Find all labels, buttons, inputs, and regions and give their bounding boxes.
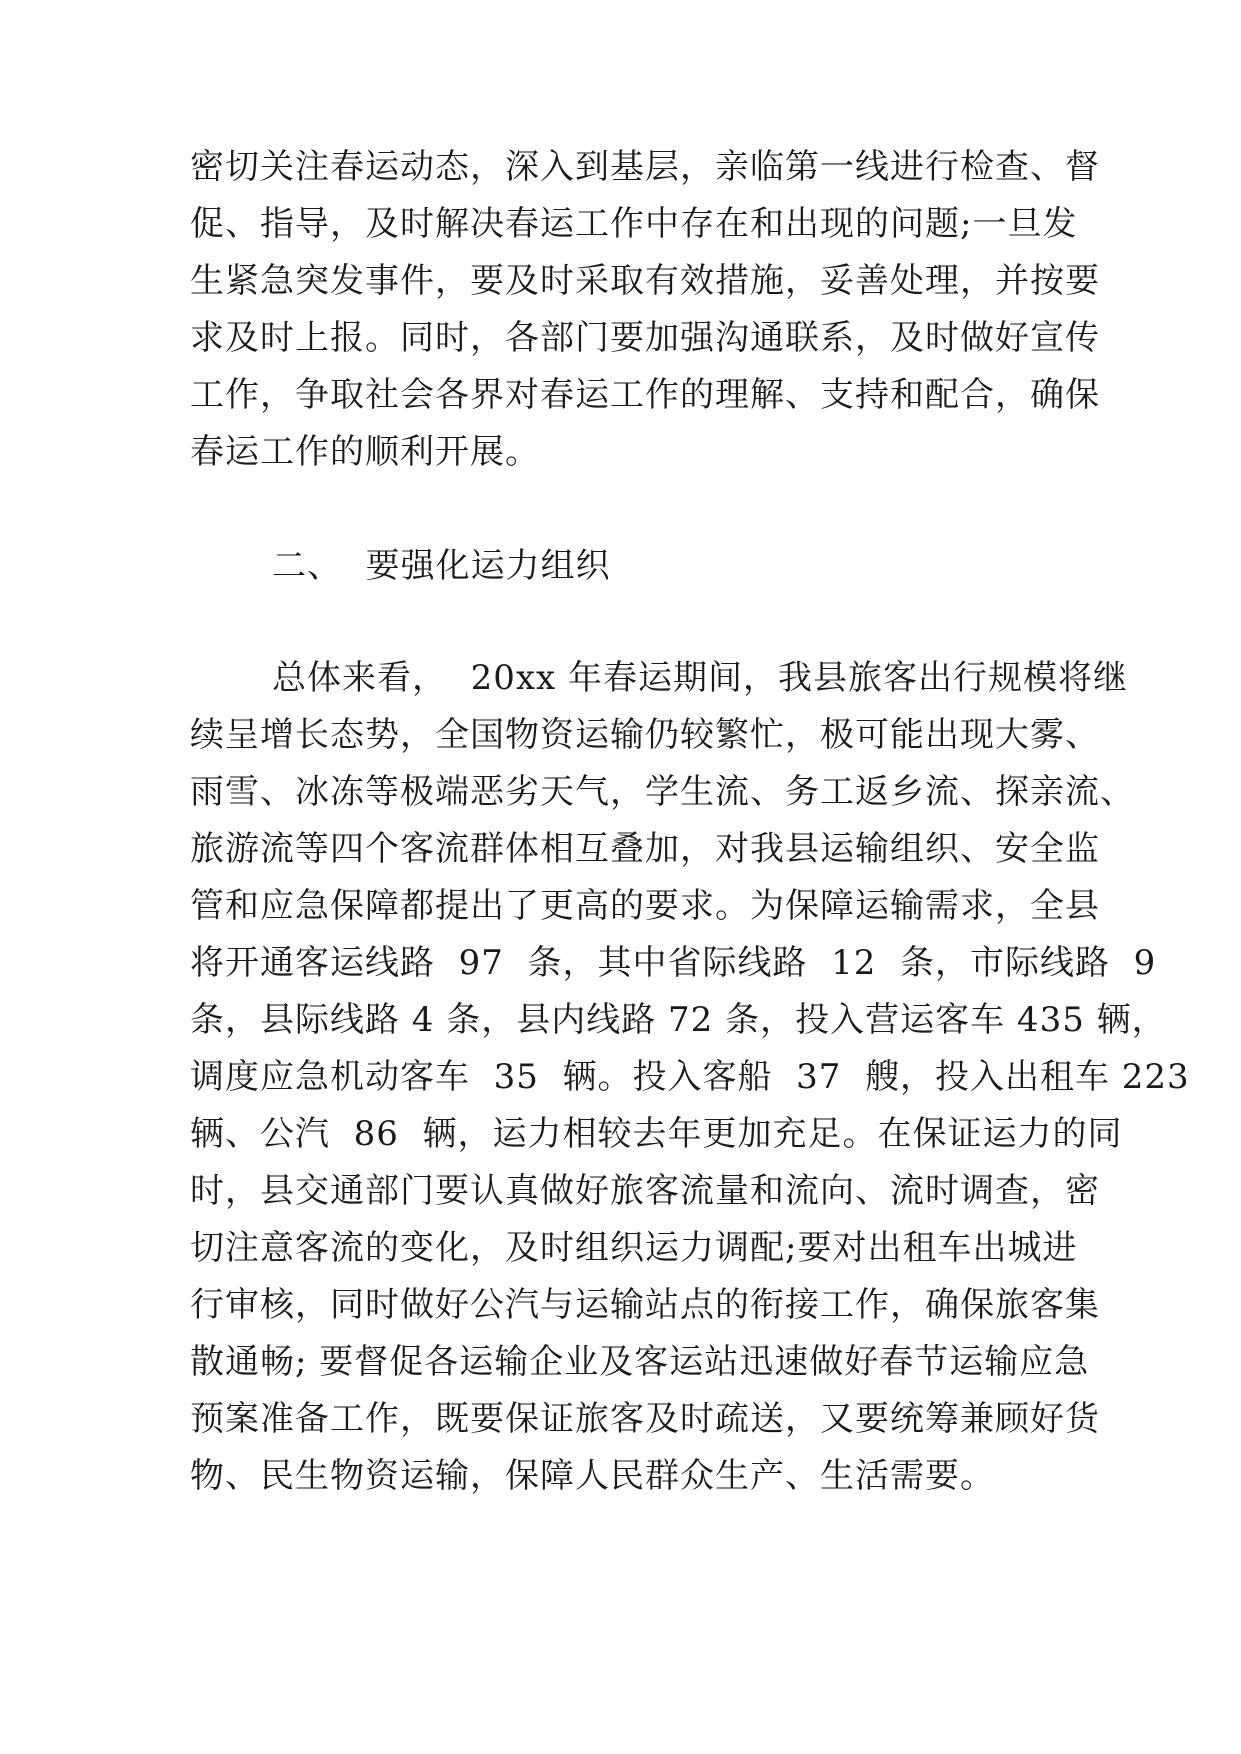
paragraph-2-line: 条，县际线路 4 条，县内线路 72 条，投入营运客车 435 辆， xyxy=(190,1000,1167,1040)
paragraph-1-line: 促、指导，及时解决春运工作中存在和出现的问题;一旦发 xyxy=(190,204,1078,244)
paragraph-2-line: 散通畅; 要督促各运输企业及客运站迅速做好春节运输应急 xyxy=(190,1342,1090,1382)
paragraph-2-line: 切注意客流的变化，及时组织运力调配;要对出租车出城进 xyxy=(190,1228,1078,1268)
paragraph-2-line: 辆、公汽 86 辆，运力相较去年更加充足。在保证运力的同 xyxy=(190,1114,1123,1154)
section-heading: 二、 要强化运力组织 xyxy=(272,546,611,586)
paragraph-2-line: 管和应急保障都提出了更高的要求。为保障运输需求，全县 xyxy=(190,886,1100,926)
paragraph-2-line: 旅游流等四个客流群体相互叠加，对我县运输组织、安全监 xyxy=(190,829,1100,869)
paragraph-2-line: 续呈增长态势，全国物资运输仍较繁忙，极可能出现大雾、 xyxy=(190,715,1100,755)
paragraph-1-line: 求及时上报。同时，各部门要加强沟通联系，及时做好宣传 xyxy=(190,318,1100,358)
paragraph-2-line: 将开通客运线路 97 条，其中省际线路 12 条，市际线路 9 xyxy=(190,943,1157,983)
paragraph-2-line: 雨雪、冰冻等极端恶劣天气，学生流、务工返乡流、探亲流、 xyxy=(190,772,1135,812)
paragraph-2-line: 总体来看， 20xx 年春运期间，我县旅客出行规模将继 xyxy=(272,658,1129,698)
paragraph-2-line: 调度应急机动客车 35 辆。投入客船 37 艘，投入出租车 223 xyxy=(190,1057,1190,1097)
paragraph-2-line: 物、民生物资运输，保障人民群众生产、生活需要。 xyxy=(190,1456,995,1496)
paragraph-2-line: 行审核，同时做好公汽与运输站点的衔接工作，确保旅客集 xyxy=(190,1285,1100,1325)
paragraph-1-line: 生紧急突发事件，要及时采取有效措施，妥善处理，并按要 xyxy=(190,261,1100,301)
paragraph-2-line: 预案准备工作，既要保证旅客及时疏送，又要统筹兼顾好货 xyxy=(190,1399,1100,1439)
paragraph-2-line: 时，县交通部门要认真做好旅客流量和流向、流时调查，密 xyxy=(190,1171,1100,1211)
paragraph-1-line: 密切关注春运动态，深入到基层，亲临第一线进行检查、督 xyxy=(190,147,1100,187)
paragraph-1-line: 工作，争取社会各界对春运工作的理解、支持和配合，确保 xyxy=(190,375,1100,415)
paragraph-1-line: 春运工作的顺利开展。 xyxy=(190,432,540,472)
